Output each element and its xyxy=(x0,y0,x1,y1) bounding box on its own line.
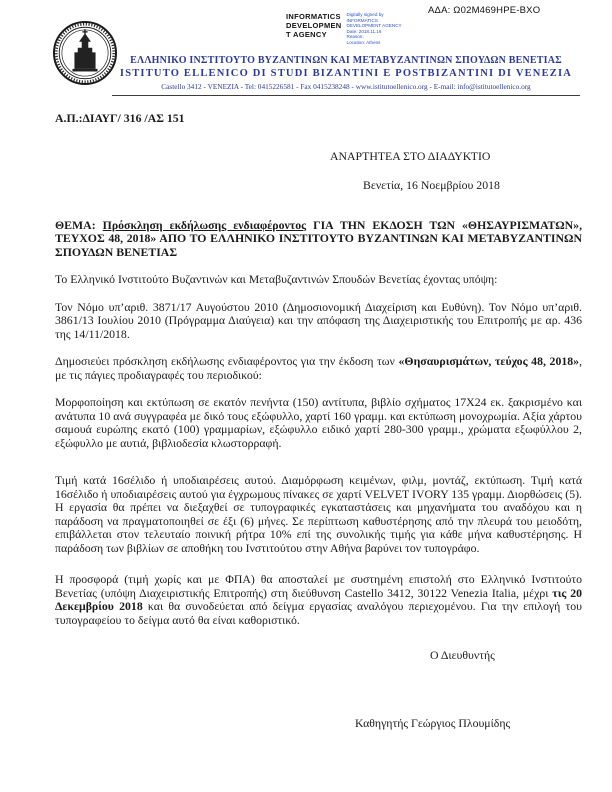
signature-title: Ο Διευθυντής xyxy=(430,648,495,662)
deadline-bold: τις 20 Δεκεμβρίου 2018 xyxy=(55,585,582,613)
protocol-number: Α.Π.:ΔΙΑΥΓ/ 316 /ΑΣ 151 xyxy=(55,111,185,125)
stamp-signature-line: Date: 2018.11.16 xyxy=(346,28,382,34)
stamp-signature-line: Digitally signed by xyxy=(346,12,384,17)
institute-name-italian: ISTITUTO ELLENICO DI STUDI BIZANTINI E POSTBIZANTINI DI VENEZIA xyxy=(119,68,573,79)
stamp-signature-line: DEVELOPMENT AGENCY xyxy=(346,23,402,28)
stamp-signature-line: Location: Athens xyxy=(346,39,381,45)
date-place-line: Βενετία, 16 Νοεμβρίου 2018 xyxy=(363,178,500,192)
institute-contact-info: Castello 3412 - VENEZIA - Tel: 0415226581 - Fax 0415238248 - www.istitutoellenico.org - E-mail: info@istitutoellenico.org xyxy=(161,82,531,91)
stamp-signature-details xyxy=(347,12,402,45)
submission-text-end: και θα συνοδεύεται από δείγμα εργασίας αναλόγου περιεχομένου. Για την επιλογή του τυπογραφείου το δείγμα αυτό θα είναι καθοριστικό. xyxy=(55,599,582,627)
letter-body xyxy=(55,112,582,730)
journal-issue-bold: «Θησαυρισμάτων, τεύχος 48, 2018» xyxy=(398,354,580,368)
body-paragraph-announcement xyxy=(55,355,582,382)
institute-seal-icon xyxy=(52,20,118,86)
stamp-signature-line: Reason: xyxy=(346,34,364,39)
seal-graphic xyxy=(52,20,118,86)
subject-underlined-text: Πρόσκληση εκδήλωσης ενδιαφέροντος xyxy=(102,217,307,232)
stamp-agency-name xyxy=(286,12,342,39)
signature-name: Καθηγητής Γεώργιος Πλουμίδης xyxy=(355,715,511,730)
submission-text-start: Η προσφορά (τιμή χωρίς και με ΦΠΑ) θα αποσταλεί με συστημένη επιστολή στο Ελληνικό Ινστιτούτο Βενετίας (υπόψη Διαχειριστικής Επιτροπής) στη διεύθυνση Castello 3412, 30122 Venezia Italia, μέχρι xyxy=(55,572,582,600)
stamp-agency-line: INFORMATICS xyxy=(286,12,341,21)
subject-rest-text: ΓΙΑ ΤΗΝ ΕΚΔΟΣΗ ΤΩΝ «ΘΗΣΑΥΡΙΣΜΑΤΩΝ», ΤΕΥΧΟΣ 48, 2018» ΑΠΟ ΤΟ ΕΛΛΗΝΙΚΟ ΙΝΣΤΙΤΟΥΤΟ ΒΥΖΑΝΤΙΝΩΝ ΚΑΙ ΜΕΤΑΒΥΖΑΝΤΙΝΩΝ ΣΠΟΥΔΩΝ ΒΕΝΕΤΙΑΣ xyxy=(55,217,583,259)
stamp-agency-line: DEVELOPMEN xyxy=(286,21,342,30)
body-paragraph-submission xyxy=(55,573,582,627)
header-divider xyxy=(112,95,580,96)
letterhead xyxy=(112,55,580,96)
body-paragraph-intro: Το Ελληνικό Ινστιτούτο Βυζαντινών και Μεταβυζαντινών Σπουδών Βενετίας έχοντας υπόψη: xyxy=(55,272,498,286)
announcement-text-start: Δημοσιεύει πρόσκληση εκδήλωσης ενδιαφέροντος για την έκδοση των xyxy=(55,354,399,368)
body-paragraph-pricing-terms: Τιμή κατά 16σέλιδο ή υποδιαιρέσεις αυτού. Διαμόρφωση κειμένων, φιλμ, μοντάζ, εκτύπωση. Τιμή κατά 16σέλιδο ή υποδιαιρέσεις αυτού για έγχρωμους πίνακες σε χαρτί VELVET IVORY 135 γραμμ. Διορθώσεις (5). Η εργασία θα πρέπει να διεξαχθεί σε τυπογραφικές εγκαταστάσεις και μηχανήματα του αναδόχου και η παράδοση να πραγματοποιηθεί σε έξι (6) μήνες. Σε περίπτωση καθυστέρησης από την πλευρά του μειοδότη, επιβάλλεται στον τελευταίο ποινική ρήτρα 10% επί της συνολικής τιμής για κάθε μήνα καθυστέρησης. Η παράδοση των βιβλίων σε αποθήκη του Ινστιτούτου στην Αθήνα βαρύνει τον τυπογράφο. xyxy=(55,473,582,555)
body-paragraph-legal-basis: Τον Νόμο υπ’αριθ. 3871/17 Αυγούστου 2010 (Δημοσιονομική Διαχείριση και Ευθύνη). Τον Νόμο υπ’αριθ. 3861/13 Ιουλίου 2010 (Πρόγραμμα Διαύγεια) και την απόφαση της Διαχειριστικής του Επιτροπής με αρ. 436 της 14/11/2018. xyxy=(55,299,582,341)
stamp-signature-line: INFORMATICS xyxy=(346,17,378,23)
announcement-text-end: , με τις πάγιες προδιαγραφές του περιοδικού: xyxy=(55,354,583,382)
stamp-agency-line: T AGENCY xyxy=(286,30,327,39)
ada-code: ΑΔΑ: Ω02Μ469ΗΡΕ-ΒΧΟ xyxy=(428,5,541,16)
digital-signature-stamp xyxy=(286,12,402,45)
subject-label: ΘΕΜΑ: xyxy=(55,217,103,232)
web-posting-notice: ΑΝΑΡΤΗΤΕΑ ΣΤΟ ΔΙΑΔΥΚΤΙΟ xyxy=(330,148,491,163)
subject-line xyxy=(55,219,582,260)
institute-name-greek: ΕΛΛΗΝΙΚΟ ΙΝΣΤΙΤΟΥΤΟ ΒΥΖΑΝΤΙΝΩΝ ΚΑΙ ΜΕΤΑΒΥΖΑΝΤΙΝΩΝ ΣΠΟΥΔΩΝ ΒΕΝΕΤΙΑΣ xyxy=(130,55,562,66)
body-paragraph-print-specs: Μορφοποίηση και εκτύπωση σε εκατόν πενήντα (150) αντίτυπα, βιβλίο σχήματος 17Χ24 εκ. ξακρισμένο και ανάτυπα 10 ανά συγγραφέα με δικό τους εξώφυλλο, χαρτί 160 γραμμ. και εκτύπωση μονοχρωμία. Αξία χάρτου σαμουά ευρώπης εκατό (100) γραμμαρίων, εξώφυλλο ειδικό χαρτί 280-300 γραμμ., χρώματα εξωφύλλου 2, εξώφυλλο με αυτιά, βιβλιοδεσία κλωστορραφή. xyxy=(55,395,582,450)
